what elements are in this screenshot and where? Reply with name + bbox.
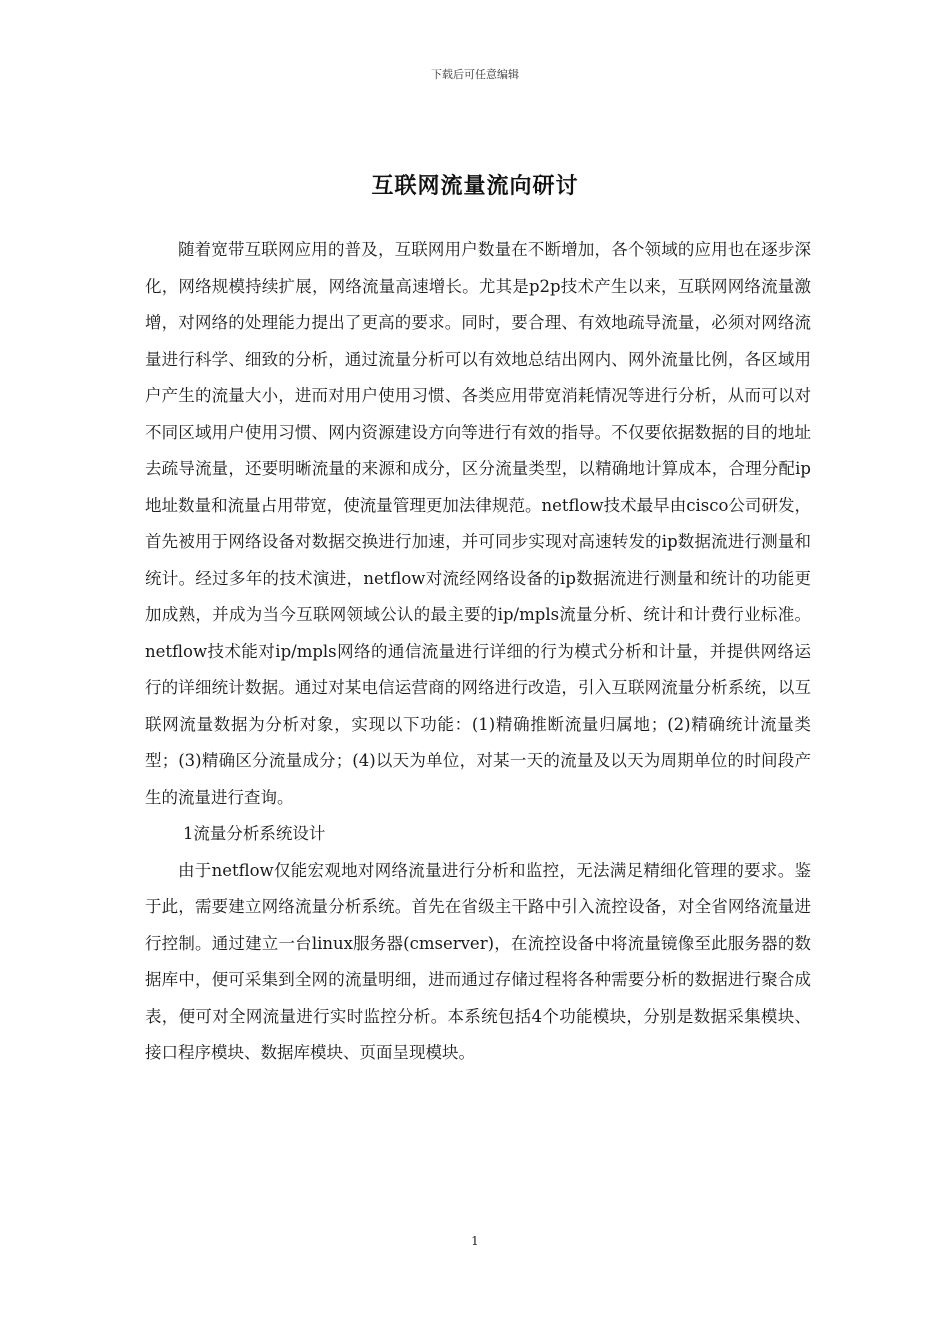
page-number: 1 (471, 1234, 479, 1248)
document-body (145, 232, 811, 1072)
paragraph-intro: 随着宽带互联网应用的普及，互联网用户数量在不断增加，各个领域的应用也在逐步深化，网络规模持续扩展，网络流量高速增长。尤其是p2p技术产生以来，互联网网络流量激增，对网络的处理能力提出了更高的要求。同时，要合理、有效地疏导流量，必须对网络流量进行科学、细致的分析，通过流量分析可以有效地总结出网内、网外流量比例，各区域用户产生的流量大小，进而对用户使用习惯、各类应用带宽消耗情况等进行分析，从而可以对不同区域用户使用习惯、网内资源建设方向等进行有效的指导。不仅要依据数据的目的地址去疏导流量，还要明晰流量的来源和成分，区分流量类型，以精确地计算成本，合理分配ip地址数量和流量占用带宽，使流量管理更加法律规范。netflow技术最早由cisco公司研发，首先被用于网络设备对数据交换进行加速，并可同步实现对高速转发的ip数据流进行测量和统计。经过多年的技术演进，netflow对流经网络设备的ip数据流进行测量和统计的功能更加成熟，并成为当今互联网领域公认的最主要的ip/mpls流量分析、统计和计费行业标准。netflow技术能对ip/mpls网络的通信流量进行详细的行为模式分析和计量，并提供网络运行的详细统计数据。通过对某电信运营商的网络进行改造，引入互联网流量分析系统，以互联网流量数据为分析对象，实现以下功能：(1)精确推断流量归属地；(2)精确统计流量类型；(3)精确区分流量成分；(4)以天为单位，对某一天的流量及以天为周期单位的时间段产生的流量进行查询。 (145, 240, 811, 807)
document-title: 互联网流量流向研讨 (371, 172, 579, 199)
paragraph-system-design: 由于netflow仅能宏观地对网络流量进行分析和监控，无法满足精细化管理的要求。鉴于此，需要建立网络流量分析系统。首先在省级主干路中引入流控设备，对全省网络流量进行控制。通过建立一台linux服务器(cmserver)，在流控设备中将流量镜像至此服务器的数据库中，便可采集到全网的流量明细，进而通过存储过程将各种需要分析的数据进行聚合成表，便可对全网流量进行实时监控分析。本系统包括4个功能模块，分别是数据采集模块、接口程序模块、数据库模块、页面呈现模块。 (145, 860, 811, 1062)
page-header: 下载后可任意编辑 (431, 68, 519, 81)
section-heading: 1流量分析系统设计 (182, 824, 326, 843)
